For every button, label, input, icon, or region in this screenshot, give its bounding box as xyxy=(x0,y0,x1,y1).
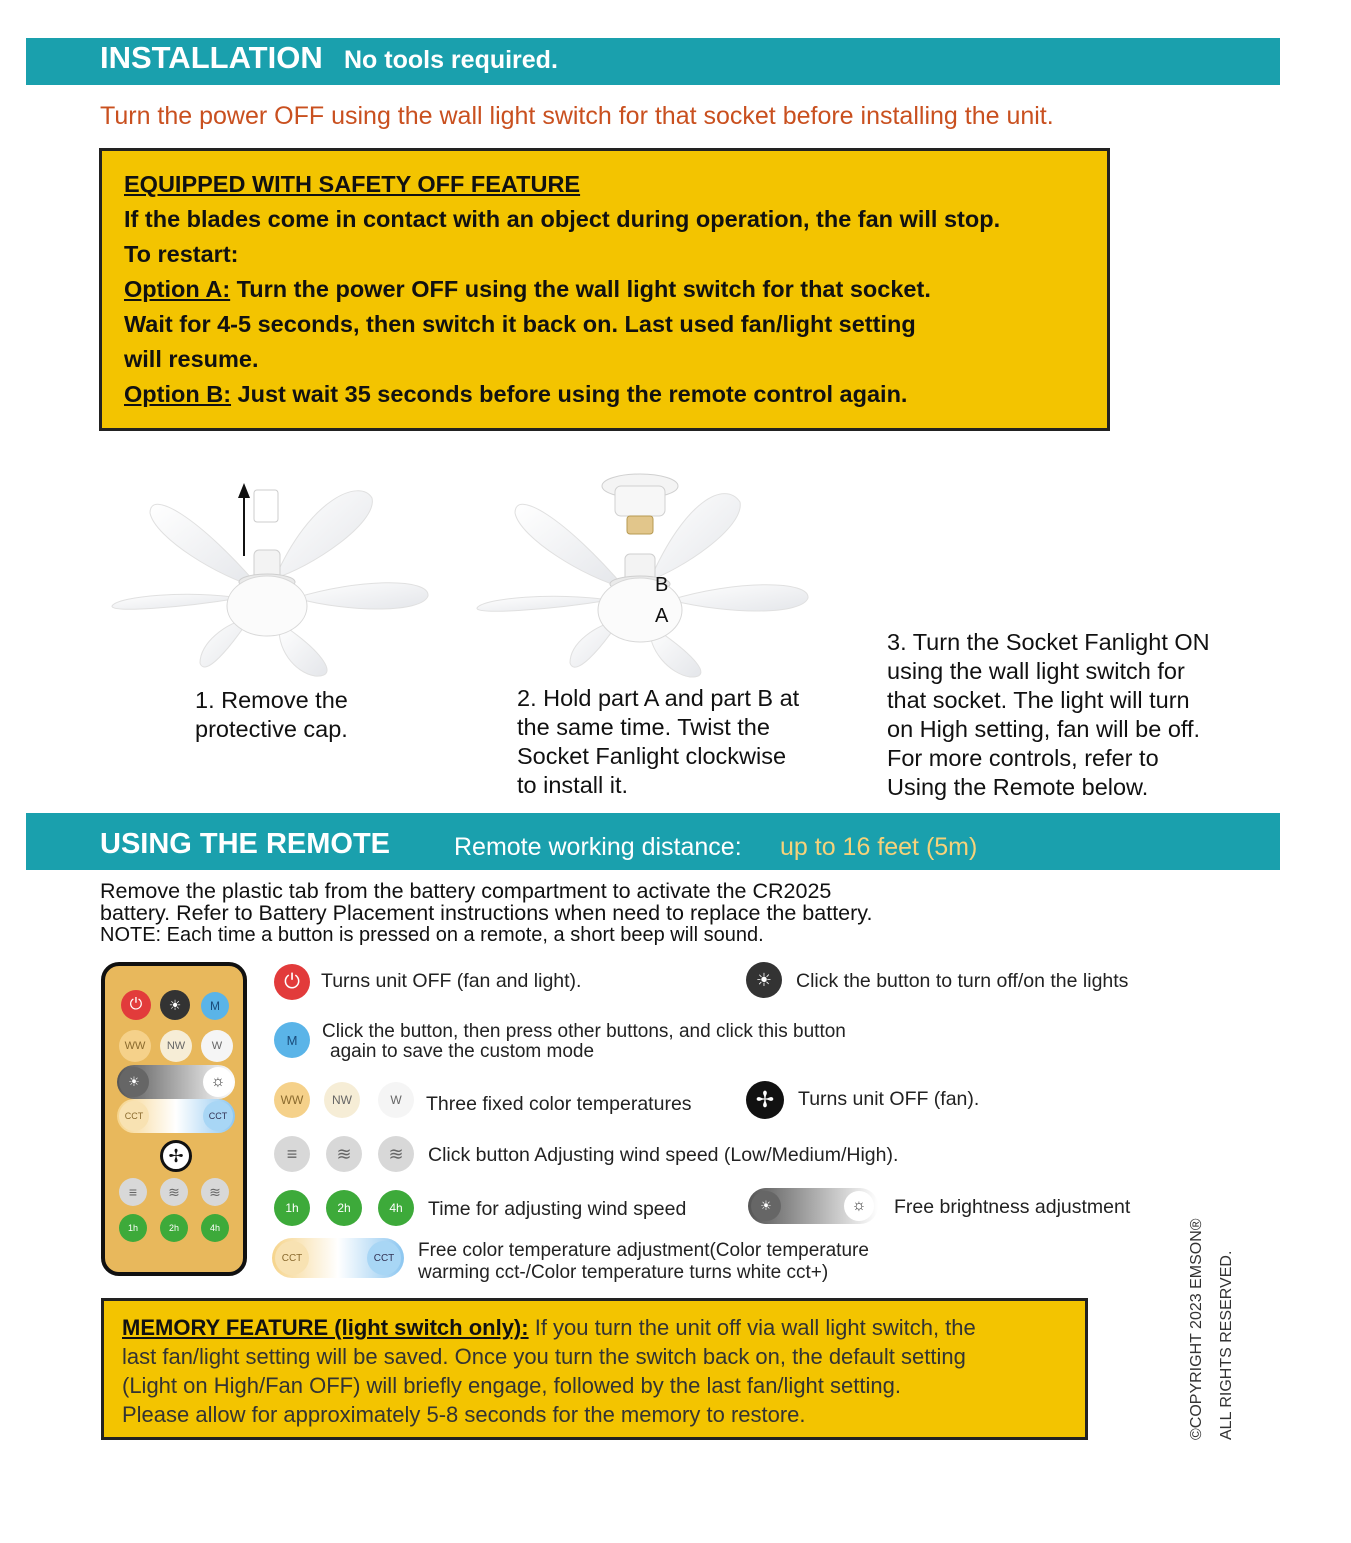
intro-line: battery. Refer to Battery Placement instructions when need to replace the battery. xyxy=(100,901,873,925)
cct-plus-button: CCT xyxy=(203,1101,233,1131)
remote-intro xyxy=(100,880,872,946)
timer-2h-button: 2h xyxy=(160,1214,188,1242)
step-1-line: 1. Remove the xyxy=(195,687,348,713)
step-2-line: 2. Hold part A and part B at xyxy=(517,685,800,711)
timer-1h-button: 1h xyxy=(119,1214,147,1242)
memory-text-1: If you turn the unit off via wall light switch, the xyxy=(528,1315,976,1340)
step-2-line: to install it. xyxy=(517,772,629,798)
custom-mode-line: again to save the custom mode xyxy=(330,1041,595,1062)
rights-line: ALL RIGHTS RESERVED. xyxy=(1218,1250,1235,1440)
fan-illustration-install xyxy=(475,470,815,680)
timer-4h-icon: 4h xyxy=(378,1190,414,1226)
memory-line-4: Please allow for approximately 5-8 seconds for the memory to restore. xyxy=(122,1402,806,1427)
cct-minus-icon: CCT xyxy=(275,1241,309,1275)
w-button: W xyxy=(201,1030,233,1062)
safety-line-4: Wait for 4-5 seconds, then switch it back on. Last used fan/light setting xyxy=(124,311,916,337)
remote-title: USING THE REMOTE xyxy=(100,828,391,860)
cct-line: Free color temperature adjustment(Color temperature xyxy=(418,1240,869,1261)
step-3-line: 3. Turn the Socket Fanlight ON xyxy=(887,629,1210,655)
option-b-text: Just wait 35 seconds before using the remote control again. xyxy=(231,381,908,407)
step-3-line: For more controls, refer to xyxy=(887,745,1159,771)
step-3-line: Using the Remote below. xyxy=(887,774,1149,800)
custom-mode-description xyxy=(322,1022,846,1062)
power-warning: Turn the power OFF using the wall light switch for that socket before installing the unit. xyxy=(100,102,1054,130)
brightness-description: Free brightness adjustment xyxy=(894,1196,1131,1218)
wind-high-icon: ≋ xyxy=(378,1136,414,1172)
nw-icon: NW xyxy=(324,1082,360,1118)
cct-description xyxy=(418,1240,869,1284)
dim-icon: ☀ xyxy=(751,1191,781,1221)
step-2-line: the same time. Twist the xyxy=(517,714,770,740)
power-off-description: Turns unit OFF (fan and light). xyxy=(321,970,582,992)
timer-description: Time for adjusting wind speed xyxy=(428,1198,687,1220)
step-2-caption xyxy=(517,684,799,800)
memory-label: MEMORY FEATURE (light switch only): xyxy=(122,1315,529,1340)
memory-line-2: last fan/light setting will be saved. Once you turn the switch back on, the default setting xyxy=(122,1344,966,1369)
safety-heading: EQUIPPED WITH SAFETY OFF FEATURE xyxy=(124,171,581,197)
bright-icon: ☼ xyxy=(844,1191,874,1221)
installation-title: INSTALLATION xyxy=(100,40,323,75)
fan-illustration-remove-cap xyxy=(110,478,440,678)
cct-line: warming cct-/Color temperature turns white cct+) xyxy=(418,1262,829,1283)
copyright-notice xyxy=(1182,1218,1242,1440)
memory-line-1 xyxy=(122,1313,1067,1342)
safety-line-5: will resume. xyxy=(124,346,259,372)
speed-medium-button: ≋ xyxy=(160,1178,188,1206)
option-b-label: Option B: xyxy=(124,381,232,407)
step-1-caption xyxy=(195,686,348,744)
installation-subtitle: No tools required. xyxy=(344,46,558,74)
cct-plus-icon: CCT xyxy=(367,1241,401,1275)
step-1-line: protective cap. xyxy=(195,716,348,742)
intro-line: Remove the plastic tab from the battery compartment to activate the CR2025 xyxy=(100,879,832,903)
step-3-line: on High setting, fan will be off. xyxy=(887,716,1201,742)
step-3-caption xyxy=(887,628,1210,802)
safety-feature-box xyxy=(99,148,1110,431)
light-bulb-icon: ☀ xyxy=(746,962,782,998)
remote-distance-value: up to 16 feet (5m) xyxy=(780,833,978,861)
ww-button: WW xyxy=(119,1030,151,1062)
mode-icon: M xyxy=(274,1022,310,1058)
remote-control xyxy=(101,962,247,1276)
step-3-line: that socket. The light will turn xyxy=(887,687,1190,713)
cct-slider-icon xyxy=(272,1238,404,1278)
custom-mode-line: Click the button, then press other buttons, and click this button xyxy=(322,1021,846,1042)
lights-toggle-description: Click the button to turn off/on the lights xyxy=(796,970,1129,992)
safety-line-1: If the blades come in contact with an object during operation, the fan will stop. xyxy=(124,206,1001,232)
mode-button: M xyxy=(201,992,229,1020)
speed-low-button: ≡ xyxy=(119,1178,147,1206)
memory-line-3: (Light on High/Fan OFF) will briefly engage, followed by the last fan/light setting. xyxy=(122,1373,901,1398)
brightness-down-icon: ☀ xyxy=(119,1067,149,1097)
intro-line: NOTE: Each time a button is pressed on a remote, a short beep will sound. xyxy=(100,924,764,946)
power-button: ⏻ xyxy=(121,990,151,1020)
remote-header xyxy=(26,813,1280,870)
timer-2h-icon: 2h xyxy=(326,1190,362,1226)
cct-minus-button: CCT xyxy=(119,1101,149,1131)
fan-icon: ✢ xyxy=(746,1081,784,1119)
w-icon: W xyxy=(378,1082,414,1118)
memory-feature-box xyxy=(101,1298,1088,1440)
wind-speed-description: Click button Adjusting wind speed (Low/Medium/High). xyxy=(428,1144,899,1166)
timer-4h-button: 4h xyxy=(201,1214,229,1242)
fan-off-button: ✢ xyxy=(160,1140,192,1172)
brightness-up-icon: ☼ xyxy=(203,1067,233,1097)
option-a-label: Option A: xyxy=(124,276,231,302)
step-3-line: using the wall light switch for xyxy=(887,658,1185,684)
speed-high-button: ≋ xyxy=(201,1178,229,1206)
wind-low-icon: ≡ xyxy=(274,1136,310,1172)
installation-header xyxy=(26,38,1280,85)
part-b-label: B xyxy=(655,574,669,596)
copyright-line: ©COPYRIGHT 2023 EMSON® xyxy=(1188,1218,1205,1440)
ww-icon: WW xyxy=(274,1082,310,1118)
power-icon: ⏻ xyxy=(274,964,310,1000)
timer-1h-icon: 1h xyxy=(274,1190,310,1226)
remote-distance-label: Remote working distance: xyxy=(454,833,742,861)
step-2-line: Socket Fanlight clockwise xyxy=(517,743,787,769)
brightness-slider-icon xyxy=(748,1188,878,1224)
option-a-text: Turn the power OFF using the wall light switch for that socket. xyxy=(230,276,931,302)
color-temps-description: Three fixed color temperatures xyxy=(426,1093,692,1115)
light-toggle-button: ☀ xyxy=(160,990,190,1020)
wind-medium-icon: ≋ xyxy=(326,1136,362,1172)
fan-off-description: Turns unit OFF (fan). xyxy=(798,1088,980,1110)
safety-option-a xyxy=(124,272,1085,307)
safety-line-2: To restart: xyxy=(124,241,239,267)
part-a-label: A xyxy=(655,605,669,627)
safety-option-b xyxy=(124,377,1085,412)
nw-button: NW xyxy=(160,1030,192,1062)
